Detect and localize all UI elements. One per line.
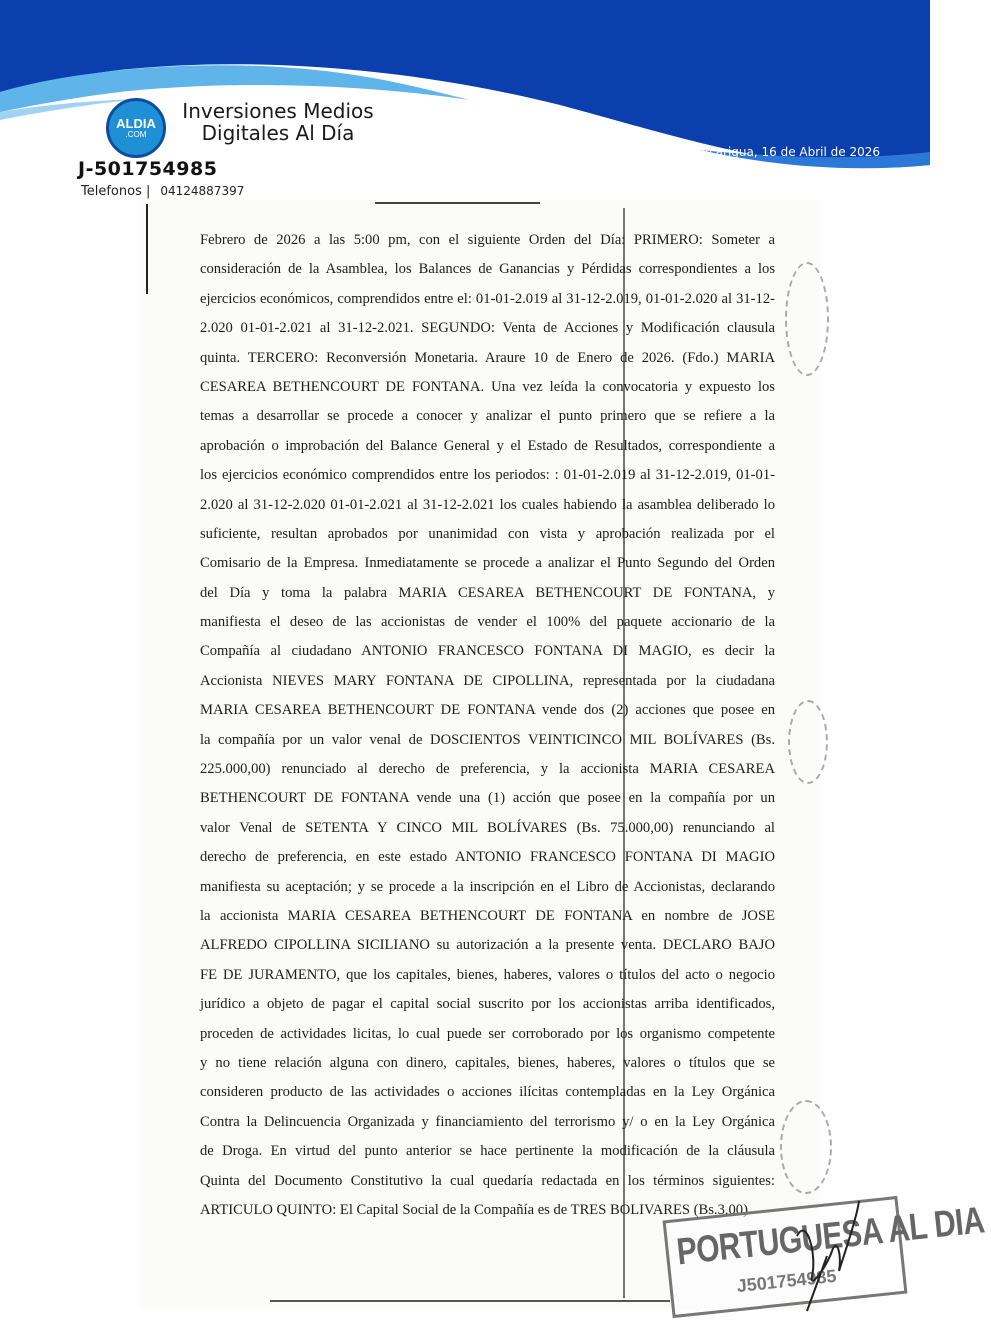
scan-bottom-line [270, 1300, 670, 1302]
document-line: consideren producto de las actividades o acciones ilícitas contempladas en la Ley Orgánica [200, 1084, 775, 1101]
document-line: Accionista NIEVES MARY FONTANA DE CIPOLLINA, representada por la ciudadana [200, 672, 775, 689]
document-line: BETHENCOURT DE FONTANA vende una (1) acción que posee en la compañía por un [200, 790, 775, 807]
document-line: ejercicios económicos, comprendidos entre el: 01-01-2.019 al 31-12-2.019, 01-01-2.020 al 31-12- [200, 290, 775, 307]
document-line: 2.020 al 31-12-2.020 01-01-2.021 al 31-12-2.021 los cuales habiendo la asamblea deliberado lo [200, 496, 775, 513]
stamp-id: J501754985 [735, 1265, 838, 1297]
document-line: MARIA CESAREA BETHENCOURT DE FONTANA vende dos (2) acciones que posee en [200, 702, 775, 719]
document-line: Contra la Delincuencia Organizada y financiamiento del terrorismo y/ o en la Ley Orgánica [200, 1113, 775, 1130]
document-line: y no tiene relación alguna con dinero, capitales, bienes, haberes, valores o títulos que se [200, 1054, 775, 1071]
document-line: de Droga. En virtud del punto anterior se hace pertinente la modificación de la cláusula [200, 1143, 775, 1160]
phone-number: 04124887397 [160, 184, 245, 198]
document-line: ARTICULO QUINTO: El Capital Social de la Compañía es de TRES BOLIVARES (Bs.3,00) [200, 1201, 748, 1218]
scan-edge [146, 204, 148, 294]
document-line: valor Venal de SETENTA Y CINCO MIL BOLÍVARES (Bs. 75.000,00) renunciando al [200, 819, 775, 836]
company-name-line1: Inversiones Medios [182, 99, 374, 123]
seal-mark [788, 700, 828, 784]
company-name [178, 100, 378, 144]
signature-mark [787, 1196, 867, 1316]
document-line: 225.000,00) renunciado al derecho de preferencia, y la accionista MARIA CESAREA [200, 761, 775, 778]
company-name-line2: Digitales Al Día [201, 121, 355, 145]
document-line: del Día y toma la palabra MARIA CESAREA BETHENCOURT DE FONTANA, y [200, 584, 775, 601]
document-line: manifiesta el deseo de las accionistas de vender el 100% del paquete accionario de la [200, 614, 775, 631]
document-line: Febrero de 2026 a las 5:00 pm, con el siguiente Orden del Día: PRIMERO: Someter a [200, 232, 775, 248]
logo-text: ALDIA [116, 116, 156, 131]
document-line: suficiente, resultan aprobados por unanimidad con vista y aprobación realizada por el [200, 525, 775, 542]
seal-mark [780, 1100, 832, 1194]
company-rif: J-501754985 [78, 158, 218, 180]
document-date: Acarigua, 16 de Abril de 2026 [701, 145, 880, 159]
document-line: quinta. TERCERO: Reconversión Monetaria. Araure 10 de Enero de 2026. (Fdo.) MARIA [200, 349, 775, 366]
stamp-name: PORTUGUESA AL DIA [674, 1199, 987, 1274]
document-line: CESAREA BETHENCOURT DE FONTANA. Una vez leída la convocatoria y expuesto los [200, 378, 775, 395]
seal-mark [785, 262, 829, 376]
company-logo [106, 98, 166, 158]
document-line: la compañía por un valor venal de DOSCIENTOS VEINTICINCO MIL BOLÍVARES (Bs. [200, 731, 775, 748]
document-line: ALFREDO CIPOLLINA SICILIANO su autorización a la presente venta. DECLARO BAJO [200, 937, 775, 954]
document-line: consideración de la Asamblea, los Balances de Ganancias y Pérdidas correspondientes a los [200, 261, 775, 278]
logo-subtext: .COM [125, 130, 147, 139]
document-line: manifiesta su aceptación; y se procede a la inscripción en el Libro de Accionistas, declarando [200, 878, 775, 895]
phones-label: Telefonos | [81, 184, 151, 199]
document-line: Quinta del Documento Constitutivo la cual quedaría redactada en los términos siguientes: [200, 1172, 775, 1189]
document-line: derecho de preferencia, en este estado ANTONIO FRANCESCO FONTANA DI MAGIO [200, 849, 775, 866]
scan-top-line [375, 202, 540, 204]
document-line: FE DE JURAMENTO, que los capitales, bienes, haberes, valores o títulos del acto o negocio [200, 966, 775, 983]
document-line: jurídico a objeto de pagar el capital social suscrito por los accionistas arriba identificados, [200, 996, 775, 1013]
document-line: Comisario de la Empresa. Inmediatamente se procede a analizar el Punto Segundo del Orden [200, 555, 775, 572]
document-line: aprobación o improbación del Balance General y el Estado de Resultados, correspondiente a [200, 437, 775, 454]
document-line: temas a desarrollar se procede a conocer y analizar el punto primero que se refiere a la [200, 408, 775, 425]
company-stamp [667, 1199, 987, 1308]
document-line: 2.020 01-01-2.021 al 31-12-2.021. SEGUNDO: Venta de Acciones y Modificación clausula [200, 320, 775, 337]
phones-row [81, 184, 244, 199]
document-body [200, 226, 775, 1225]
document-line: la accionista MARIA CESAREA BETHENCOURT DE FONTANA en nombre de JOSE [200, 907, 775, 924]
document-line: los ejercicios económico comprendidos entre los periodos: : 01-01-2.019 al 31-12-2.019, 01-01- [200, 467, 775, 484]
document-line: proceden de actividades licitas, lo cual puede ser corroborado por los organismo competente [200, 1025, 775, 1042]
document-line: Compañía al ciudadano ANTONIO FRANCESCO FONTANA DI MAGIO, es decir la [200, 643, 775, 660]
